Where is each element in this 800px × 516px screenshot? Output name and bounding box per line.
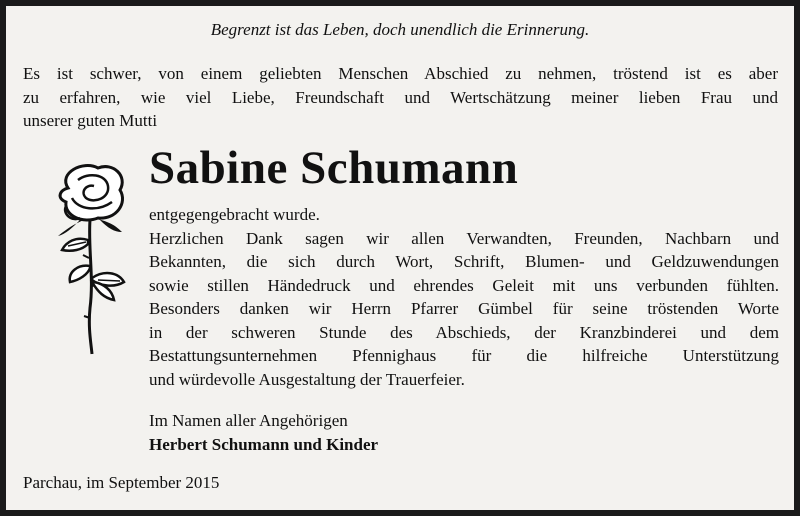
intro-line: unserer guten Mutti bbox=[23, 111, 158, 130]
intro-line: zu erfahren, wie viel Liebe, Freundschaft und Wertschätzung meiner lieben Frau und bbox=[23, 87, 778, 107]
signer: Herbert Schumann und Kinder bbox=[149, 434, 379, 454]
body-line: entgegengebracht wurde. bbox=[149, 205, 320, 224]
thanks-paragraph bbox=[149, 203, 779, 391]
body-line: sowie stillen Händedruck und ehrendes Geleit mit uns verbunden fühlten. bbox=[149, 275, 779, 295]
closing bbox=[149, 409, 378, 456]
obituary-card bbox=[6, 6, 794, 510]
rose-icon bbox=[28, 158, 148, 358]
intro-line: Es ist schwer, von einem geliebten Menschen Abschied zu nehmen, tröstend ist es aber bbox=[23, 64, 778, 83]
body-line: Besonders danken wir Herrn Pfarrer Gümbel für seine tröstenden Worte bbox=[149, 299, 779, 318]
motto: Begrenzt ist das Leben, doch unendlich die Erinnerung. bbox=[210, 20, 590, 39]
deceased-name: Sabine Schumann bbox=[149, 142, 519, 194]
intro-paragraph bbox=[23, 62, 778, 133]
body-line: Herzlichen Dank sagen wir allen Verwandten, Freunden, Nachbarn und bbox=[149, 228, 779, 248]
body-line: Bekannten, die sich durch Wort, Schrift, Blumen- und Geldzuwendungen bbox=[149, 252, 779, 271]
place-date: Parchau, im September 2015 bbox=[23, 473, 220, 492]
body-line: und würdevolle Ausgestaltung der Trauerfeier. bbox=[149, 369, 465, 389]
closing-phrase: Im Namen aller Angehörigen bbox=[149, 411, 348, 430]
body-line: in der schweren Stunde des Abschieds, der Kranzbinderei und dem bbox=[149, 322, 779, 342]
body-line: Bestattungsunternehmen Pfennighaus für die hilfreiche Unterstützung bbox=[149, 346, 779, 365]
